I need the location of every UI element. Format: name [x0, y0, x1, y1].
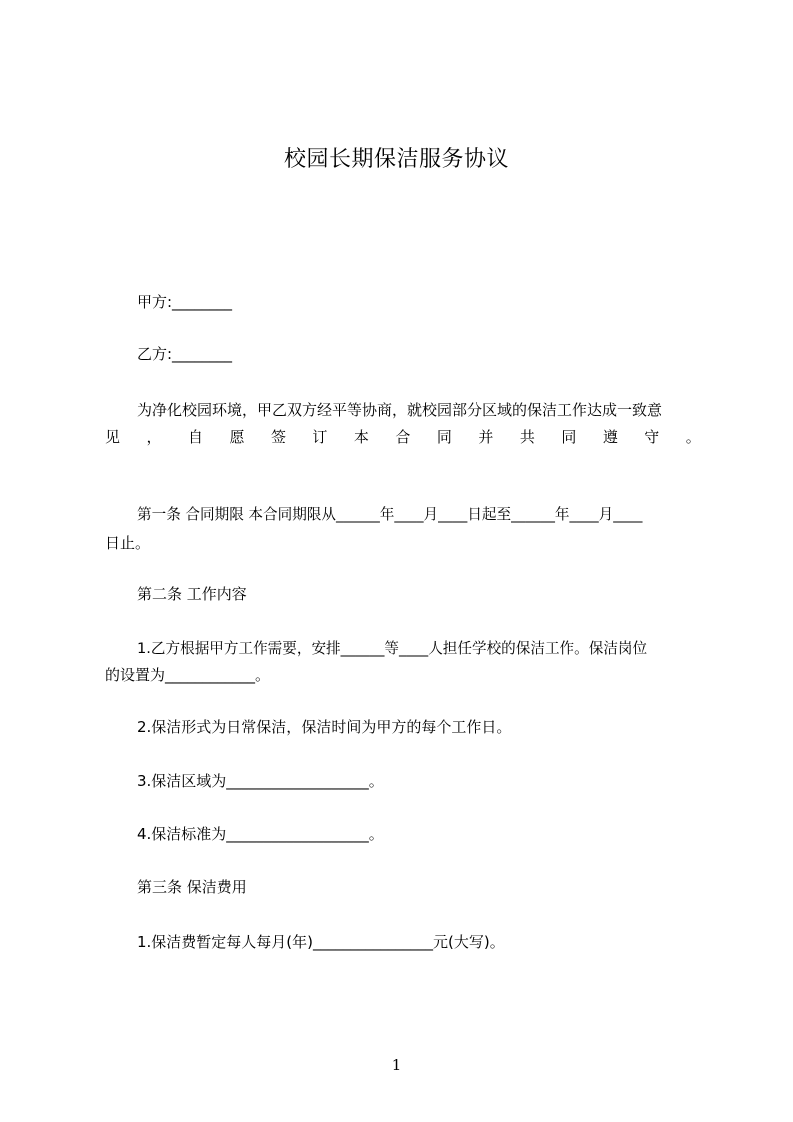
intro-paragraph-line-2	[105, 428, 701, 446]
intro-char: 本	[353, 428, 369, 446]
article-2-item-3: 3.保洁区域为___________________。	[137, 772, 384, 790]
intro-char: 合	[395, 428, 411, 446]
intro-char: 愿	[229, 428, 245, 446]
article-3-heading: 第三条 保洁费用	[137, 878, 247, 896]
intro-char: 订	[312, 428, 328, 446]
article-1-line-1: 第一条 合同期限 本合同期限从______年____月____日起至______年____月____	[137, 506, 643, 523]
article-2-item-1-line-1: 1.乙方根据甲方工作需要，安排______等____人担任学校的保洁工作。保洁岗位	[137, 640, 648, 657]
intro-char: 见	[105, 428, 121, 446]
article-2-item-1-line-2: 的设置为____________。	[105, 666, 271, 684]
article-1-line-2: 日止。	[105, 534, 151, 552]
intro-char: 并	[478, 428, 494, 446]
intro-char: 遵	[602, 428, 618, 446]
party-a-line: 甲方:________	[137, 293, 233, 311]
article-3-item-1: 1.保洁费暂定每人每月(年)________________元(大写)。	[137, 933, 505, 951]
intro-char: 。	[685, 428, 701, 446]
intro-char: ，	[146, 428, 162, 446]
article-2-heading: 第二条 工作内容	[137, 585, 247, 603]
intro-paragraph-line-1: 为净化校园环境，甲乙双方经平等协商，就校园部分区域的保洁工作达成一致意	[137, 401, 663, 419]
intro-char: 签	[270, 428, 286, 446]
intro-char: 自	[187, 428, 203, 446]
party-b-line: 乙方:________	[137, 345, 233, 363]
intro-char: 同	[561, 428, 577, 446]
article-2-item-2: 2.保洁形式为日常保洁，保洁时间为甲方的每个工作日。	[137, 718, 512, 736]
page-number: 1	[391, 1056, 402, 1074]
intro-char: 共	[519, 428, 535, 446]
article-2-item-4: 4.保洁标准为___________________。	[137, 825, 384, 843]
intro-char: 守	[644, 428, 660, 446]
intro-char: 同	[436, 428, 452, 446]
document-title: 校园长期保洁服务协议	[283, 147, 509, 172]
